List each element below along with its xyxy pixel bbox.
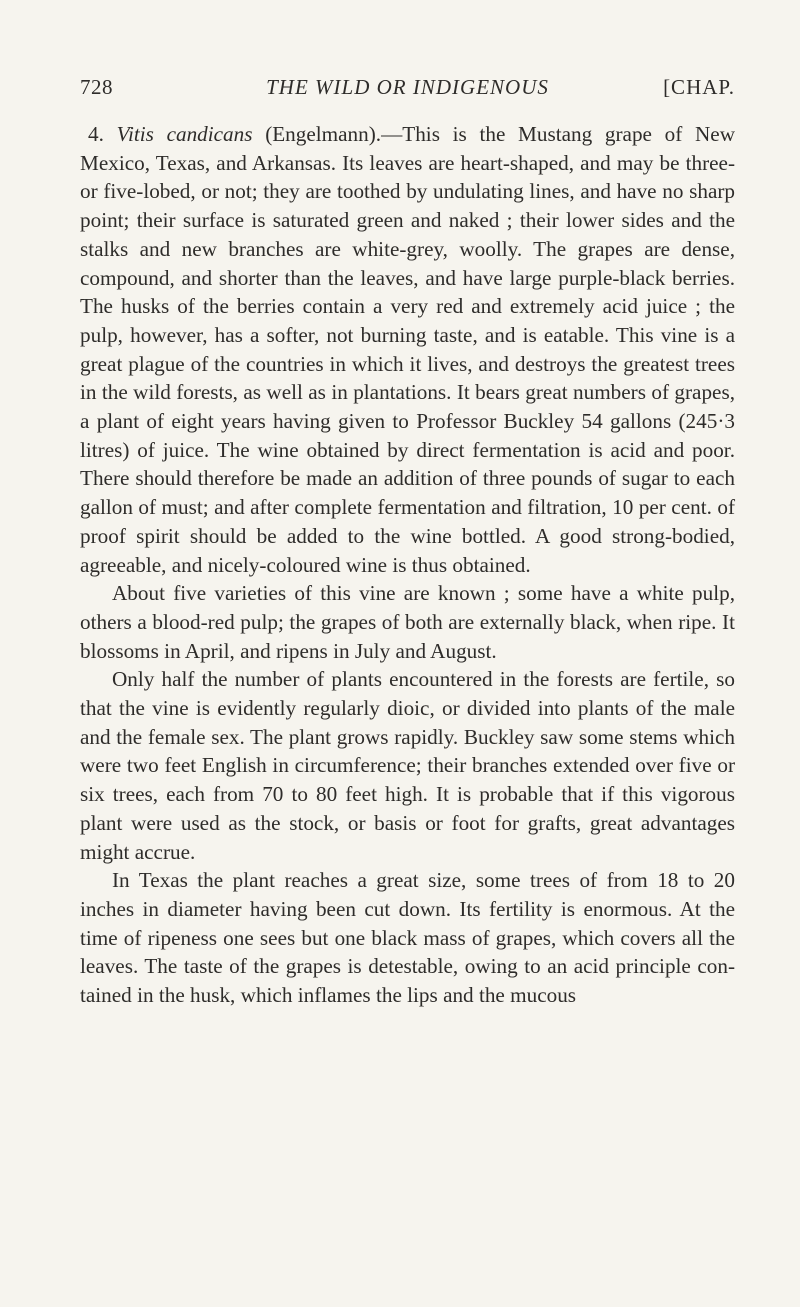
paragraph-text: (Engelmann).—This is the Mustang grape of New Mexico, Texas, and Arkansas. Its leaves are heart-shaped, and may be three- or five-lobed, or not; they are toothed by undulating lines, and have no sharp point; their surface is saturated green and naked ; their lower sides and the stalks and new branches are white-grey, woolly. The grapes are dense, compound, and shorter than the leaves, and have large purple-black berries. The husks of the berries contain a very red and extremely acid juice ; the pulp, however, has a softer, not burning taste, and is eatable. This vine is a great plague of the countries in which it lives, and destroys the greatest trees in the wild forests, as well as in plantations. It bears great numbers of grapes, a plant of eight years having given to Professor Buckley 54 gallons (245·3 litres) of juice. The wine obtained by direct fermentation is acid and poor. There should therefore be made an addition of three pounds of sugar to each gallon of must; and after complete fermentation and filtration, 10 per cent. of proof spirit should be added to the wine bottled. A good strong-bodied, agreeable, and nicely-coloured wine is thus obtained. <box>80 122 736 577</box>
running-head <box>80 72 735 102</box>
page-number: 728 <box>80 75 113 99</box>
running-title: THE WILD OR INDIGENOUS <box>266 75 549 99</box>
paragraph-texas: In Texas the plant reaches a great size, some trees of from 18 to 20 inches in diameter having been cut down. Its fertility is enormous. At the time of ripeness one sees but one black mass of grapes, which covers all the leaves. The taste of the grapes is detestable, owing to an acid principle contained in the husk, which inflames the lips and the mucous <box>80 868 735 1008</box>
paragraph-species-description <box>80 120 735 579</box>
paragraph-varieties: About five varieties of this vine are known ; some have a white pulp, others a blood-red pulp; the grapes of both are externally black, when ripe. It blossoms in April, and ripens in July and August. <box>80 581 735 663</box>
chapter-marker: [CHAP. <box>663 75 735 99</box>
entry-number: 4. <box>88 122 104 146</box>
species-name: Vitis candicans <box>116 122 253 146</box>
paragraph-fertility: Only half the number of plants encountered in the forests are fertile, so that the vine is evidently regularly dioic, or divided into plants of the male and the female sex. The plant grows rapidly. Buckley saw some stems which were two feet English in circumference; their branches extended over five or six trees, each from 70 to 80 feet high. It is probable that if this vigorous plant were used as the stock, or basis or foot for grafts, great advantages might accrue. <box>80 667 735 864</box>
body-text <box>80 120 735 1010</box>
